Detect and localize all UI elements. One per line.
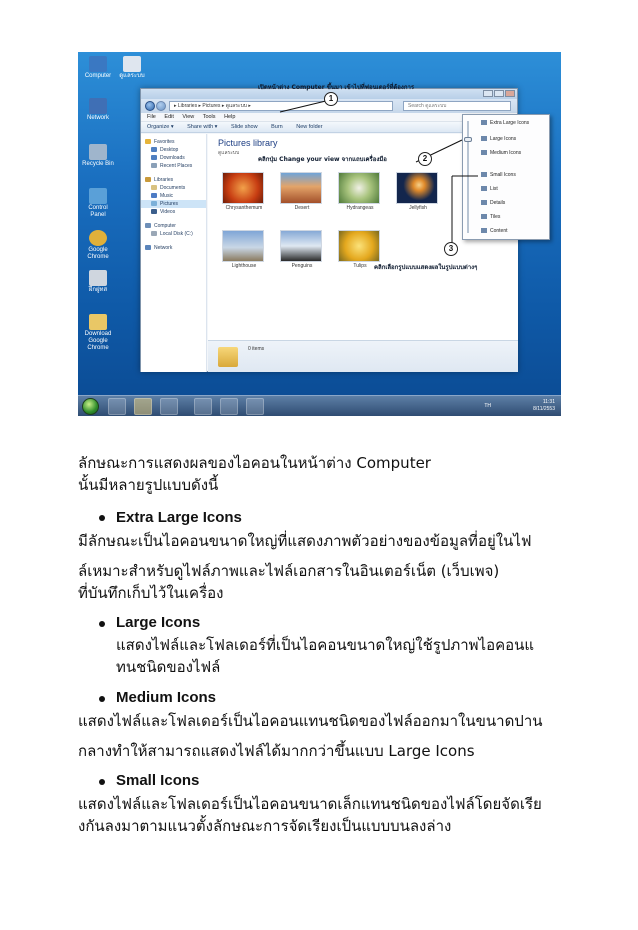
- windows7-screenshot: [78, 52, 561, 416]
- picture-item[interactable]: Jellyfish: [396, 172, 440, 211]
- extra-large-desc-2: ล์เหมาะสำหรับดูไฟล์ภาพและไฟล์เอกสารในอินเตอร์เน็ต (เว็บเพจ): [78, 562, 500, 580]
- slide-show-button[interactable]: Slide show: [230, 124, 258, 130]
- taskbar: [78, 395, 561, 416]
- nav-videos[interactable]: Videos: [141, 208, 206, 216]
- bullet-title-large-icons: Large Icons: [116, 614, 201, 631]
- bullet-dot: [99, 696, 105, 702]
- view-medium-icons[interactable]: Medium Icons: [481, 149, 521, 157]
- callout-3: 3: [444, 242, 458, 256]
- picture-item[interactable]: Tulips: [338, 230, 382, 269]
- bullet-title-medium-icons: Medium Icons: [116, 689, 217, 706]
- organize-button[interactable]: Organize ▾: [147, 124, 174, 130]
- desktop-icon-recycle-bin[interactable]: Recycle Bin: [80, 144, 116, 168]
- menu-view[interactable]: View: [182, 114, 195, 120]
- view-tiles[interactable]: Tiles: [481, 213, 500, 221]
- search-input[interactable]: Search ดูแลระบบ: [403, 101, 511, 111]
- app2-taskbar-button[interactable]: [246, 398, 264, 415]
- bullet-title-extra-large-icons: Extra Large Icons: [116, 509, 242, 526]
- clock[interactable]: 11:31 8/11/2553: [533, 399, 555, 412]
- nav-desktop[interactable]: Desktop: [141, 146, 206, 154]
- picture-item[interactable]: Lighthouse: [222, 230, 266, 269]
- picture-item[interactable]: Penguins: [280, 230, 324, 269]
- callout-1: 1: [324, 92, 338, 106]
- nav-pictures[interactable]: Pictures: [141, 200, 206, 208]
- item-count: 0 items: [248, 346, 265, 352]
- address-bar[interactable]: ▸ Libraries ▸ Pictures ▸ ดูแลระบบ ▸: [169, 101, 393, 111]
- share-with-button[interactable]: Share with ▾: [187, 124, 218, 130]
- small-desc-1: แสดงไฟล์และโฟลเดอร์เป็นไอคอนขนาดเล็กแทนชนิดของไฟล์โดยจัดเรีย: [78, 795, 542, 813]
- nav-local-disk[interactable]: Local Disk (C:): [141, 230, 206, 238]
- nav-recent-places[interactable]: Recent Places: [141, 162, 206, 170]
- nav-downloads[interactable]: Downloads: [141, 154, 206, 162]
- desktop-icon-network[interactable]: Network: [80, 98, 116, 122]
- desktop-icon-control-panel[interactable]: Control Panel: [80, 188, 116, 219]
- callout-line-1: [280, 100, 330, 112]
- library-title: Pictures library: [218, 138, 278, 148]
- medium-desc-2: กลางทำให้สามารถแสดงไฟล์ได้มากกว่าขึ้นแบบ Large Icons: [78, 742, 475, 760]
- view-extra-large-icons[interactable]: Extra Large Icons: [481, 119, 529, 127]
- picture-item[interactable]: Desert: [280, 172, 324, 211]
- explorer-taskbar-button[interactable]: [134, 398, 152, 415]
- burn-button[interactable]: Burn: [271, 124, 283, 130]
- nav-computer[interactable]: Computer: [141, 222, 206, 230]
- annotation-top: เปิดหน้าต่าง Computer ขึ้นมา เข้าไปที่ฟอนเดอร์ที่ต้องการ: [258, 84, 415, 91]
- word-taskbar-button[interactable]: [194, 398, 212, 415]
- extra-large-desc-1: มีลักษณะเป็นไอคอนขนาดใหญ่ที่แสดงภาพตัวอย่างของข้อมูลที่อยู่ในไฟ: [78, 532, 532, 550]
- menu-file[interactable]: File: [147, 114, 156, 120]
- new-folder-button[interactable]: New folder: [296, 124, 323, 130]
- view-details[interactable]: Details: [481, 199, 505, 207]
- large-desc-2: ทนชนิดของไฟล์: [116, 658, 221, 676]
- large-desc-1: แสดงไฟล์และโฟลเดอร์ที่เป็นไอคอนขนาดใหญ่ใช้รูปภาพไอคอนแ: [116, 636, 535, 654]
- ie-taskbar-button[interactable]: [108, 398, 126, 415]
- bullet-dot: [99, 515, 105, 521]
- menu-edit[interactable]: Edit: [164, 114, 174, 120]
- extra-large-desc-3: ที่บันทึกเก็บไว้ในเครื่อง: [78, 584, 224, 602]
- menu-help[interactable]: Help: [224, 114, 236, 120]
- small-desc-2: งกันลงมาตามแนวตั้งลักษณะการจัดเรียงเป็นแบบบนลงล่าง: [78, 817, 452, 835]
- nav-libraries[interactable]: Libraries: [141, 176, 206, 184]
- media-player-taskbar-button[interactable]: [160, 398, 178, 415]
- callout-lines: [78, 52, 561, 416]
- view-content[interactable]: Content: [481, 227, 508, 235]
- nav-network[interactable]: Network: [141, 244, 206, 252]
- annotation-bottom: คลิกเลือกรูปแบบแสดงผลในรูปแบบต่างๆ: [374, 264, 478, 271]
- desktop-icon-computer[interactable]: Computer: [80, 56, 116, 80]
- desktop-icon-chrome-download[interactable]: Download Google Chrome: [80, 314, 116, 352]
- view-list[interactable]: List: [481, 185, 498, 193]
- view-large-icons[interactable]: Large Icons: [481, 135, 516, 143]
- desktop-icon-program[interactable]: ฝึกฝูทส: [80, 270, 116, 294]
- nav-music[interactable]: Music: [141, 192, 206, 200]
- picture-item[interactable]: Hydrangeas: [338, 172, 382, 211]
- intro-line-2: นั้นมีหลายรูปแบบดังนี้: [78, 476, 219, 494]
- intro-line-1: ลักษณะการแสดงผลของไอคอนในหน้าต่าง Computer: [78, 454, 431, 472]
- nav-favorites[interactable]: Favorites: [141, 138, 206, 146]
- bullet-title-small-icons: Small Icons: [116, 772, 200, 789]
- annotation-middle: คลิกปุ่ม Change your view จากแถบเครื่องมือ: [258, 156, 387, 163]
- view-small-icons[interactable]: Small Icons: [481, 171, 516, 179]
- bullet-dot: [99, 621, 105, 627]
- app-taskbar-button[interactable]: [220, 398, 238, 415]
- desktop-icon-admin[interactable]: ดูแลระบบ: [114, 56, 150, 80]
- picture-item[interactable]: Chrysanthemum: [222, 172, 266, 211]
- bullet-dot: [99, 779, 105, 785]
- start-button[interactable]: [82, 398, 99, 415]
- library-subtitle: ดูแลระบบ: [218, 150, 240, 156]
- language-indicator[interactable]: TH: [484, 403, 491, 409]
- menu-tools[interactable]: Tools: [202, 114, 216, 120]
- desktop-icon-chrome[interactable]: Google Chrome: [80, 230, 116, 261]
- nav-documents[interactable]: Documents: [141, 184, 206, 192]
- medium-desc-1: แสดงไฟล์และโฟลเดอร์เป็นไอคอนแทนชนิดของไฟล์ออกมาในขนาดปาน: [78, 712, 543, 730]
- callout-2: 2: [418, 152, 432, 166]
